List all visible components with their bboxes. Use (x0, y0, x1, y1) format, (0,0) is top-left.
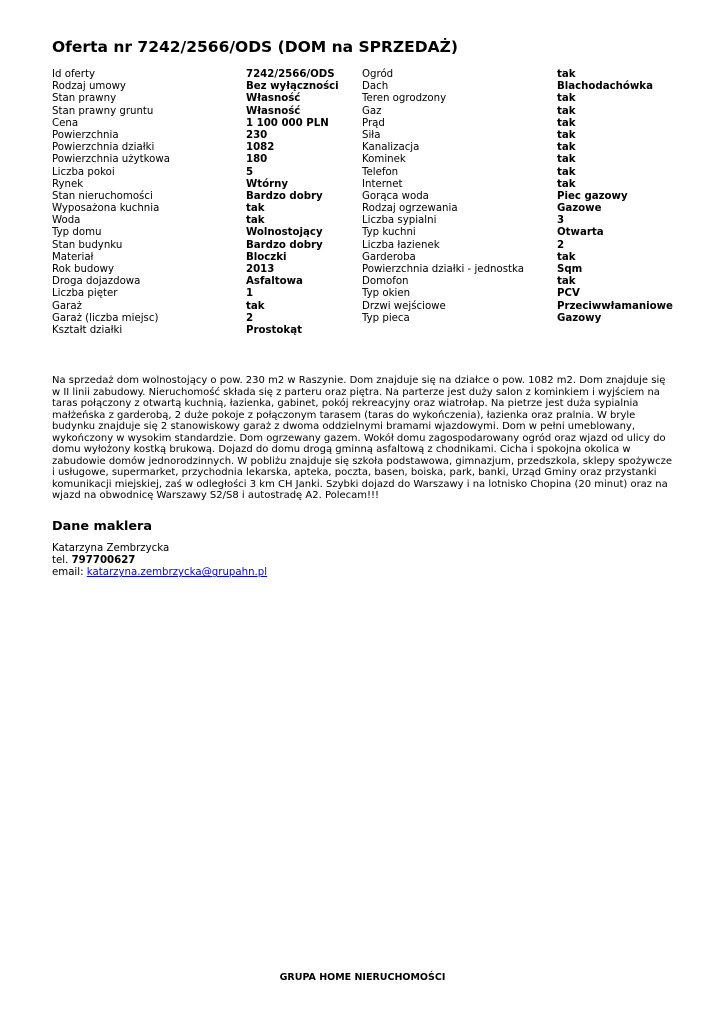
property-value: 2 (246, 312, 254, 324)
property-row (52, 191, 362, 203)
property-label: Dach (362, 81, 389, 93)
agent-phone-line (52, 555, 267, 567)
property-row (52, 227, 362, 239)
property-label: Powierzchnia działki (52, 142, 155, 154)
property-value: 5 (246, 166, 254, 178)
property-label: Kanalizacja (362, 142, 420, 154)
property-label: Gaz (362, 105, 382, 117)
property-label: Rodzaj ogrzewania (362, 203, 458, 215)
property-value: 3 (557, 215, 565, 227)
property-row (52, 69, 362, 81)
property-row (362, 179, 677, 191)
property-value: Asfaltowa (246, 276, 303, 288)
property-row (52, 118, 362, 130)
property-value: tak (557, 178, 576, 190)
property-row (362, 215, 677, 227)
property-value: 1 (246, 288, 254, 300)
property-label: Gorąca woda (362, 190, 429, 202)
property-row (52, 142, 362, 154)
property-value: 230 (246, 129, 268, 141)
property-value: Bardzo dobry (246, 190, 323, 202)
property-row (52, 288, 362, 300)
agent-name: Katarzyna Zembrzycka (52, 543, 170, 554)
property-label: Telefon (362, 166, 399, 178)
property-label: Liczba pokoi (52, 166, 115, 178)
property-label: Stan nieruchomości (52, 190, 153, 202)
property-label: Powierzchnia działki - jednostka (362, 264, 524, 275)
property-row (362, 191, 677, 203)
property-value: 2013 (246, 264, 275, 275)
property-row (362, 313, 677, 325)
property-value: tak (246, 215, 265, 227)
footer-brand: GRUPA HOME NIERUCHOMOŚCI (279, 972, 446, 983)
property-value: tak (557, 105, 576, 117)
property-value: Bloczki (246, 251, 287, 263)
property-value: tak (557, 93, 576, 105)
property-label: Garderoba (362, 251, 416, 263)
agent-email-label: email: (52, 567, 84, 579)
property-row (362, 264, 677, 276)
property-row (52, 240, 362, 252)
property-value: Blachodachówka (557, 81, 653, 93)
property-value: Przeciwwłamaniowe (557, 300, 673, 312)
property-row (362, 240, 677, 252)
property-value: tak (557, 117, 576, 129)
property-row (362, 276, 677, 288)
property-value: tak (557, 154, 576, 166)
property-row (52, 93, 362, 105)
property-value: tak (557, 166, 576, 178)
property-value: Wolnostojący (246, 227, 323, 239)
property-row (52, 179, 362, 191)
property-label: Typ okien (362, 288, 411, 300)
property-label: Liczba łazienek (362, 239, 440, 251)
property-label: Stan prawny (52, 93, 117, 105)
agent-phone-label: tel. (52, 555, 69, 567)
property-value: PCV (557, 288, 580, 300)
property-row (52, 167, 362, 179)
property-row (362, 81, 677, 93)
property-row (362, 167, 677, 179)
property-label: Garaż (liczba miejsc) (52, 312, 159, 324)
property-value: Gazowe (557, 203, 602, 215)
property-value: Otwarta (557, 227, 604, 239)
property-row (362, 227, 677, 239)
property-column-left (52, 69, 362, 337)
property-value: Prostokąt (246, 324, 302, 336)
property-row (362, 93, 677, 105)
property-label: Typ kuchni (362, 227, 416, 239)
property-value: tak (557, 69, 576, 80)
property-value: Własność (246, 93, 301, 105)
property-label: Domofon (362, 276, 409, 288)
property-label: Droga dojazdowa (52, 276, 141, 288)
property-label: Materiał (52, 251, 94, 263)
property-row (362, 252, 677, 264)
property-row (52, 215, 362, 227)
property-value: 180 (246, 154, 268, 166)
property-label: Kształt działki (52, 324, 123, 336)
property-label: Siła (362, 129, 381, 141)
property-label: Stan budynku (52, 239, 123, 251)
property-label: Stan prawny gruntu (52, 105, 154, 117)
property-value: 2 (557, 239, 565, 251)
property-value: tak (246, 300, 265, 312)
property-value: tak (246, 203, 265, 215)
property-value: Gazowy (557, 312, 602, 324)
property-label: Liczba pięter (52, 288, 118, 300)
property-value: Sqm (557, 264, 583, 275)
property-value: Wtórny (246, 178, 289, 190)
property-row (52, 264, 362, 276)
agent-email-line (52, 567, 267, 579)
property-label: Typ pieca (362, 312, 410, 324)
property-label: Rynek (52, 178, 84, 190)
property-label: Wyposażona kuchnia (52, 203, 160, 215)
property-label: Prąd (362, 117, 385, 129)
property-row (52, 106, 362, 118)
property-row (52, 203, 362, 215)
property-row (362, 130, 677, 142)
offer-description: Na sprzedaż dom wolnostojący o pow. 230 m2 w Raszynie. Dom znajduje się na działce o pow. 1082 m2. Dom znajduje się w II linii zabudowy. Nieruchomość składa się z parteru oraz piętra. Na parterze jest duży salon z kominkiem i wyjściem na taras połączony z otwartą kuchnią, łazienka, gabinet, pokój rekreacyjny oraz wiatrołap. Na pietrze jest duża sypialnia małżeńska z garderobą, 2 duże pokoje z połączonym tarasem (taras do wykończenia), łazienka oraz pralnia. W bryle budynku znajduje się 2 stanowiskowy garaż z dwoma oddzielnymi bramami wjazdowymi. Dom w pełni umeblowany, wykończony w wysokim standardzie. Dom ogrzewany gazem. Wokół domu zagospodarowany ogród oraz wjazd od ulicy do domu wyłożony kostką brukową. Dojazd do domu drogą gminną asfaltową z chodnikami. Cicha i spokojna okolica w zabudowie domów jednorodzinnych. W pobliżu znajduje się szkoła podstawowa, gimnazjum, przedszkola, sklepy spożywcze i usługowe, supermarket, przychodnia lekarska, apteka, poczta, basen, boiska, park, banki, Urząd Gminy oraz przystanki komunikacji miejskiej, zaś w odległości 3 km CH Janki. Szybki dojazd do Warszawy i na lotnisko Chopina (20 minut) oraz na wjazd na obwodnicę Warszawy S2/S8 i autostradę A2. Polecam!!! (52, 375, 672, 501)
property-label: Rok budowy (52, 264, 114, 275)
property-label: Woda (52, 215, 81, 227)
property-row (52, 313, 362, 325)
property-row (362, 203, 677, 215)
offer-title: Oferta nr 7242/2566/ODS (DOM na SPRZEDAŻ) (52, 38, 458, 56)
property-row (362, 301, 677, 313)
property-value: Własność (246, 105, 301, 117)
property-value: Bez wyłączności (246, 81, 339, 93)
property-value: 7242/2566/ODS (246, 69, 335, 80)
property-row (52, 252, 362, 264)
property-row (52, 154, 362, 166)
property-value: Bardzo dobry (246, 239, 323, 251)
property-row (362, 154, 677, 166)
property-label: Cena (52, 117, 79, 129)
property-label: Ogród (362, 69, 394, 80)
property-row (52, 81, 362, 93)
property-label: Garaż (52, 300, 82, 312)
property-label: Powierzchnia (52, 129, 119, 141)
property-label: Teren ogrodzony (362, 93, 447, 105)
property-value: tak (557, 276, 576, 288)
property-value: tak (557, 251, 576, 263)
agent-details (52, 543, 267, 580)
property-label: Liczba sypialni (362, 215, 437, 227)
property-row (52, 276, 362, 288)
property-row (52, 130, 362, 142)
property-value: tak (557, 142, 576, 154)
property-row (362, 118, 677, 130)
property-row (362, 288, 677, 300)
property-label: Kominek (362, 154, 406, 166)
property-label: Typ domu (52, 227, 102, 239)
property-row (52, 301, 362, 313)
property-row (52, 325, 362, 337)
property-row (362, 106, 677, 118)
property-value: Piec gazowy (557, 190, 628, 202)
property-row (362, 142, 677, 154)
property-label: Powierzchnia użytkowa (52, 154, 170, 166)
property-row (362, 69, 677, 81)
agent-heading: Dane maklera (52, 519, 152, 534)
agent-email-link[interactable]: katarzyna.zembrzycka@grupahn.pl (86, 567, 268, 579)
property-label: Internet (362, 178, 403, 190)
property-value: 1082 (246, 142, 275, 154)
agent-phone: 797700627 (71, 555, 136, 567)
property-label: Rodzaj umowy (52, 81, 126, 93)
property-value: tak (557, 129, 576, 141)
property-value: 1 100 000 PLN (246, 117, 329, 129)
property-label: Id oferty (52, 69, 96, 80)
property-column-right (362, 69, 677, 325)
property-label: Drzwi wejściowe (362, 300, 446, 312)
